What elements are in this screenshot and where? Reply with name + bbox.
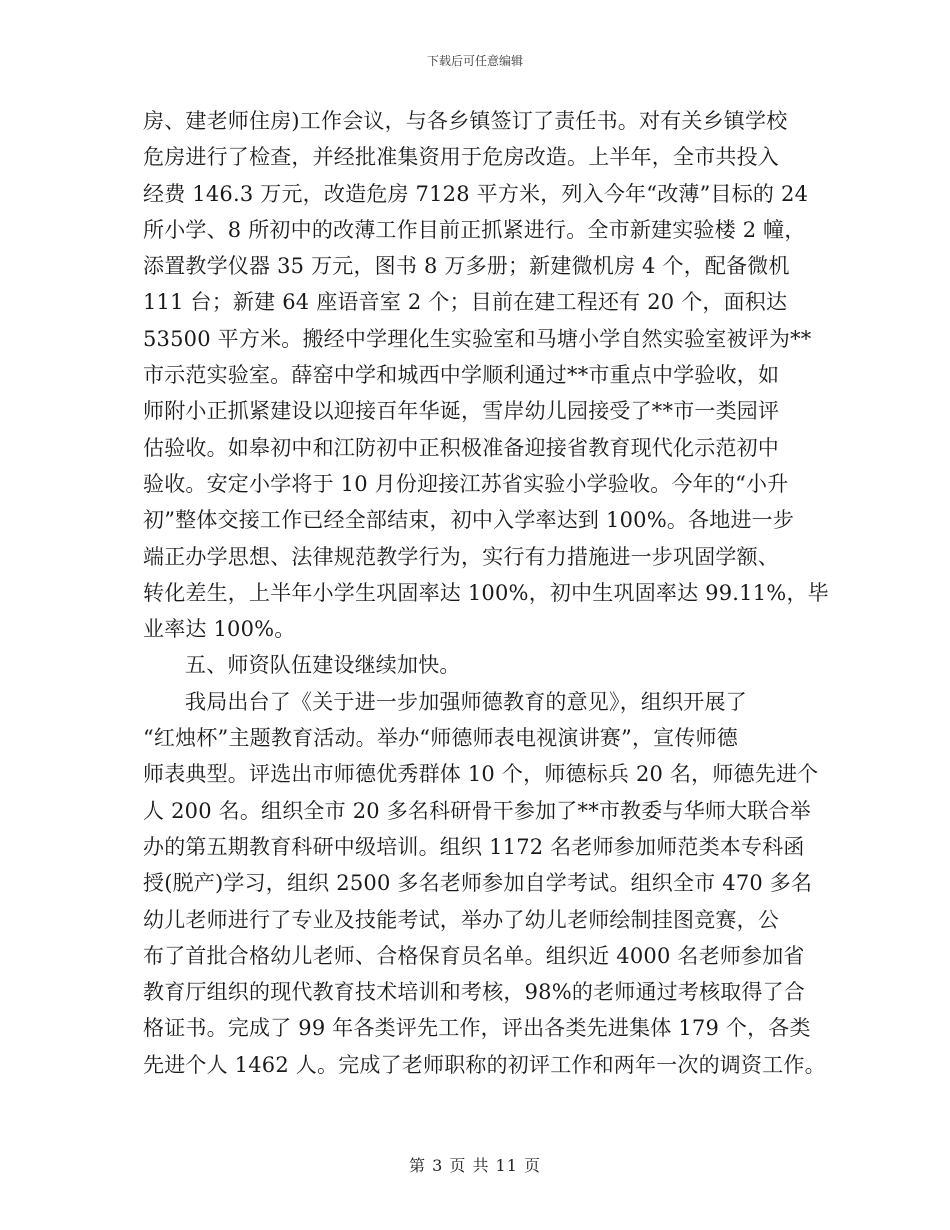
text-line: 师表典型。评选出市师德优秀群体 10 个，师德标兵 20 名，师德先进个: [143, 762, 819, 787]
text-line: “红烛杯”主题教育活动。举办“师德师表电视演讲赛”，宣传师德: [143, 726, 738, 751]
text-line: 我局出台了《关于进一步加强师德教育的意见》，组织开展了: [185, 689, 747, 714]
text-line: 五、师资队伍建设继续加快。: [185, 653, 461, 678]
text-line: 111 台；新建 64 座语音室 2 个；目前在建工程还有 20 个，面积达: [143, 290, 788, 315]
text-line: 转化差生，上半年小学生巩固率达 100%，初中生巩固率达 99.11%，毕: [143, 580, 829, 605]
text-line: 布了首批合格幼儿老师、合格保育员名单。组织近 4000 名老师参加省: [143, 943, 805, 968]
text-line: 房、建老师住房)工作会议，与各乡镇签订了责任书。对有关乡镇学校: [143, 109, 788, 133]
text-line: 端正办学思想、法律规范教学行为，实行有力措施进一步巩固学额、: [143, 544, 779, 569]
text-line: 市示范实验室。薛窑中学和城西中学顺利通过**市重点中学验收，如: [143, 363, 780, 388]
text-line: 危房进行了检查，并经批准集资用于危房改造。上半年，全市共投入: [143, 145, 779, 170]
text-line: 幼儿老师进行了专业及技能考试，举办了幼儿老师绘制挂图竞赛，公: [143, 907, 779, 932]
text-line: 教育厅组织的现代教育技术培训和考核，98%的老师通过考核取得了合: [143, 980, 806, 1005]
text-line: 格证书。完成了 99 年各类评先工作，评出各类先进集体 179 个，各类: [143, 1016, 811, 1041]
text-line: 业率达 100%。: [143, 617, 296, 642]
text-line: 经费 146.3 万元，改造危房 7128 平方米，列入今年“改薄”目标的 24: [143, 181, 809, 206]
text-line: 验收。安定小学将于 10 月份迎接江苏省实验小学验收。今年的“小升: [143, 471, 789, 496]
body-text: [143, 103, 829, 1083]
text-line: 添置教学仪器 35 万元，图书 8 万多册；新建微机房 4 个，配备微机: [143, 254, 790, 279]
text-line: 办的第五期教育科研中级培训。组织 1172 名老师参加师范类本专科函: [143, 834, 805, 859]
text-line: 53500 平方米。搬经中学理化生实验室和马塘小学自然实验室被评为**: [143, 326, 812, 351]
page-number: 第 3 页 共 11 页: [409, 1156, 541, 1175]
text-line: 估验收。如皋初中和江防初中正积极准备迎接省教育现代化示范初中: [143, 435, 779, 460]
text-line: 人 200 名。组织全市 20 多名科研骨干参加了**市教委与华师大联合举: [143, 798, 811, 823]
text-line: 先进个人 1462 人。完成了老师职称的初评工作和两年一次的调资工作。: [143, 1052, 826, 1077]
text-line: 师附小正抓紧建设以迎接百年华诞，雪岸幼儿园接受了**市一类园评: [143, 399, 780, 424]
page-header: 下载后可任意编辑: [426, 54, 523, 68]
text-line: 所小学、8 所初中的改薄工作目前正抓紧进行。全市新建实验楼 2 幢，: [143, 217, 806, 242]
text-line: 授(脱产)学习，组织 2500 多名老师参加自学考试。组织全市 470 多名: [143, 871, 813, 896]
text-line: 初”整体交接工作已经全部结束，初中入学率达到 100%。各地进一步: [143, 508, 795, 533]
